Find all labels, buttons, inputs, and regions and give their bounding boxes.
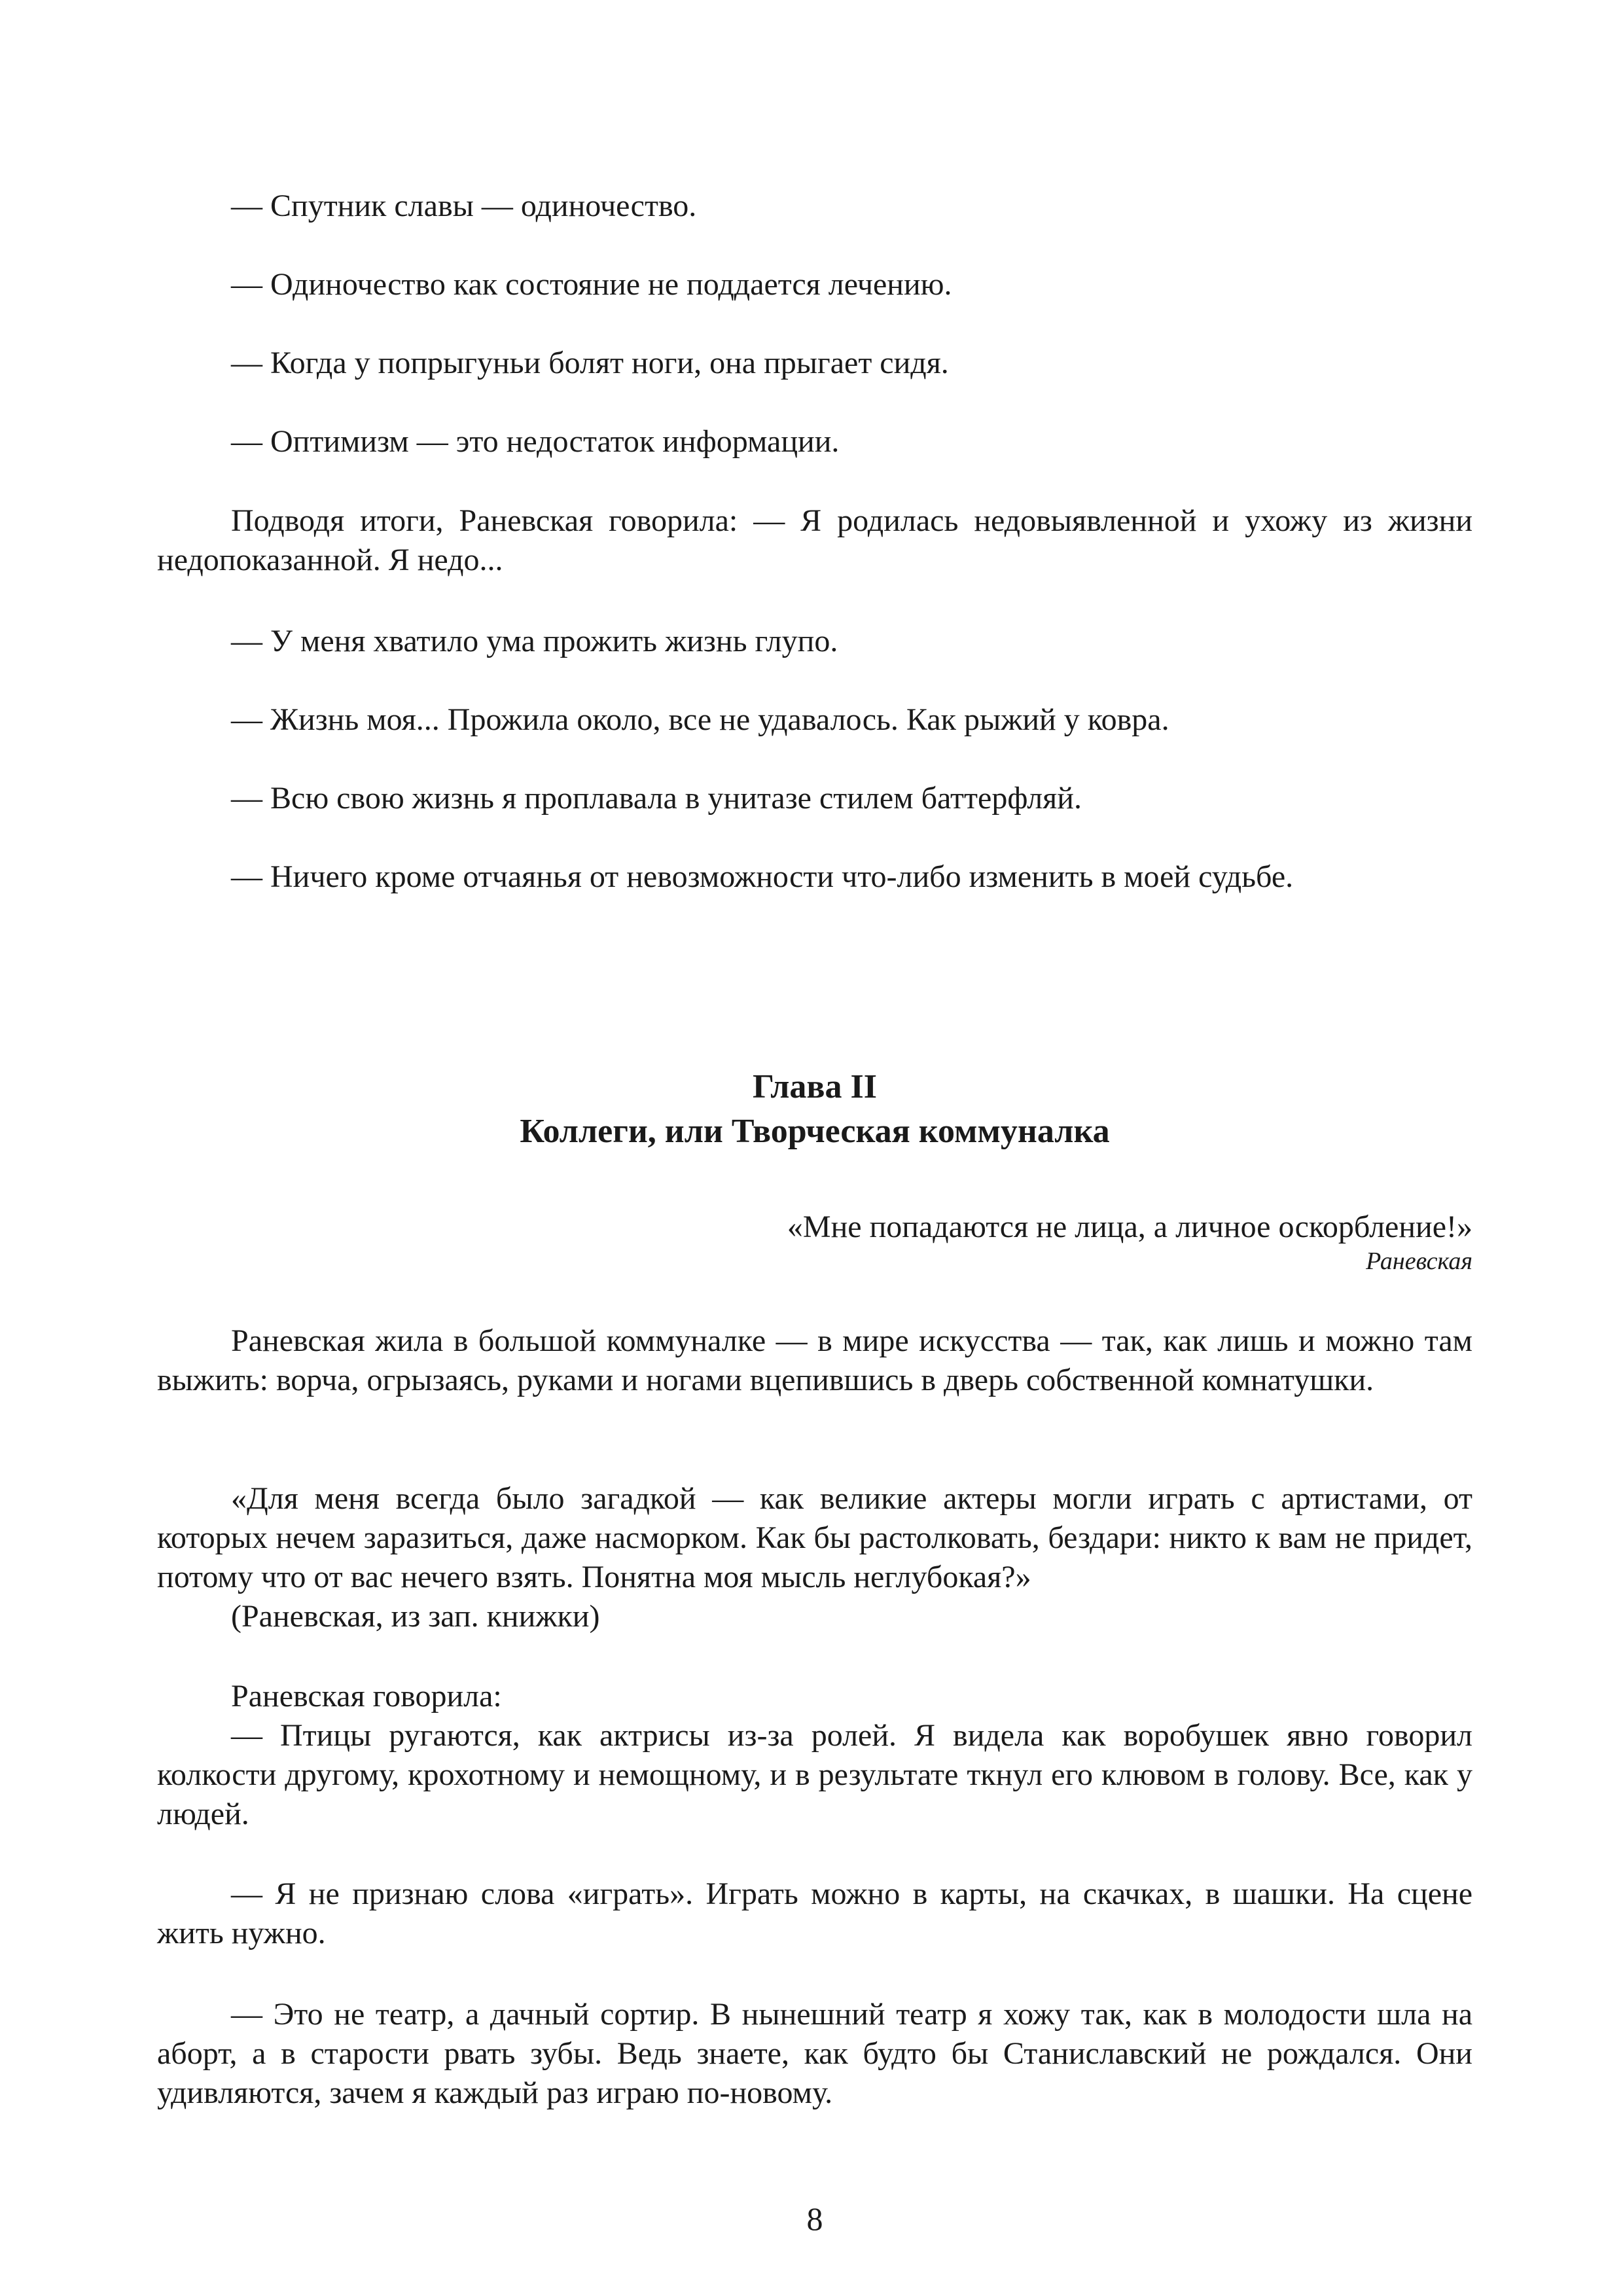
body-paragraph-intro: Раневская говорила:: [231, 1679, 502, 1713]
quote-line: — Оптимизм — это недостаток информации.: [231, 424, 840, 459]
body-paragraph: — Я не признаю слова «играть». Играть можно в карты, на скачках, в шашки. На сцене жить нужно.: [157, 1876, 1472, 1950]
body-paragraph: Раневская жила в большой коммуналке — в мире искусства — так, как лишь и можно там выжить: ворча, огрызаясь, руками и ногами вцепившись в дверь собственной комнатушки.: [157, 1323, 1472, 1397]
quote-line: — Когда у попрыгуньи болят ноги, она прыгает сидя.: [231, 346, 949, 380]
book-page: [157, 0, 1472, 2296]
body-paragraph: — Птицы ругаются, как актрисы из-за ролей. Я видела как воробушек явно говорил колкости другому, крохотному и немощному, и в результате ткнул его клювом в голову. Все, как у людей.: [157, 1718, 1472, 1831]
quote-source: (Раневская, из зап. книжки): [231, 1599, 600, 1634]
quote-line: — Ничего кроме отчаянья от невозможности что-либо изменить в моей судьбе.: [231, 859, 1294, 894]
quote-line: — Одиночество как состояние не поддается лечению.: [231, 267, 952, 302]
page-number: 8: [806, 2200, 823, 2237]
quote-line: — Спутник славы — одиночество.: [231, 188, 697, 223]
epigraph-text: «Мне попадаются не лица, а личное оскорбление!»: [787, 1210, 1472, 1244]
chapter-number: Глава II: [753, 1068, 877, 1105]
summary-paragraph: Подводя итоги, Раневская говорила: — Я родилась недовыявленной и ухожу из жизни недопоказанной. Я недо...: [157, 503, 1472, 577]
quote-line: — Жизнь моя... Прожила около, все не удавалось. Как рыжий у ковра.: [231, 702, 1169, 737]
quote-line: — У меня хватило ума прожить жизнь глупо.: [231, 624, 838, 658]
epigraph-author: Раневская: [1366, 1247, 1472, 1275]
quote-line: — Всю свою жизнь я проплавала в унитазе стилем баттерфляй.: [231, 781, 1082, 816]
body-paragraph: «Для меня всегда было загадкой — как великие актеры могли играть с артистами, от которых нечем заразиться, даже насморком. Как бы растолковать, бездари: никто к вам не придет, потому что от вас нечего взять. Понятна моя мысль неглубокая?»: [157, 1481, 1472, 1594]
chapter-title: Коллеги, или Творческая коммуналка: [520, 1113, 1110, 1150]
body-paragraph: — Это не театр, а дачный сортир. В нынешний театр я хожу так, как в молодости шла на аборт, а в старости рвать зубы. Ведь знаете, как будто бы Станиславский не рождался. Они удивляются, зачем я каждый раз играю по-новому.: [157, 1997, 1472, 2110]
